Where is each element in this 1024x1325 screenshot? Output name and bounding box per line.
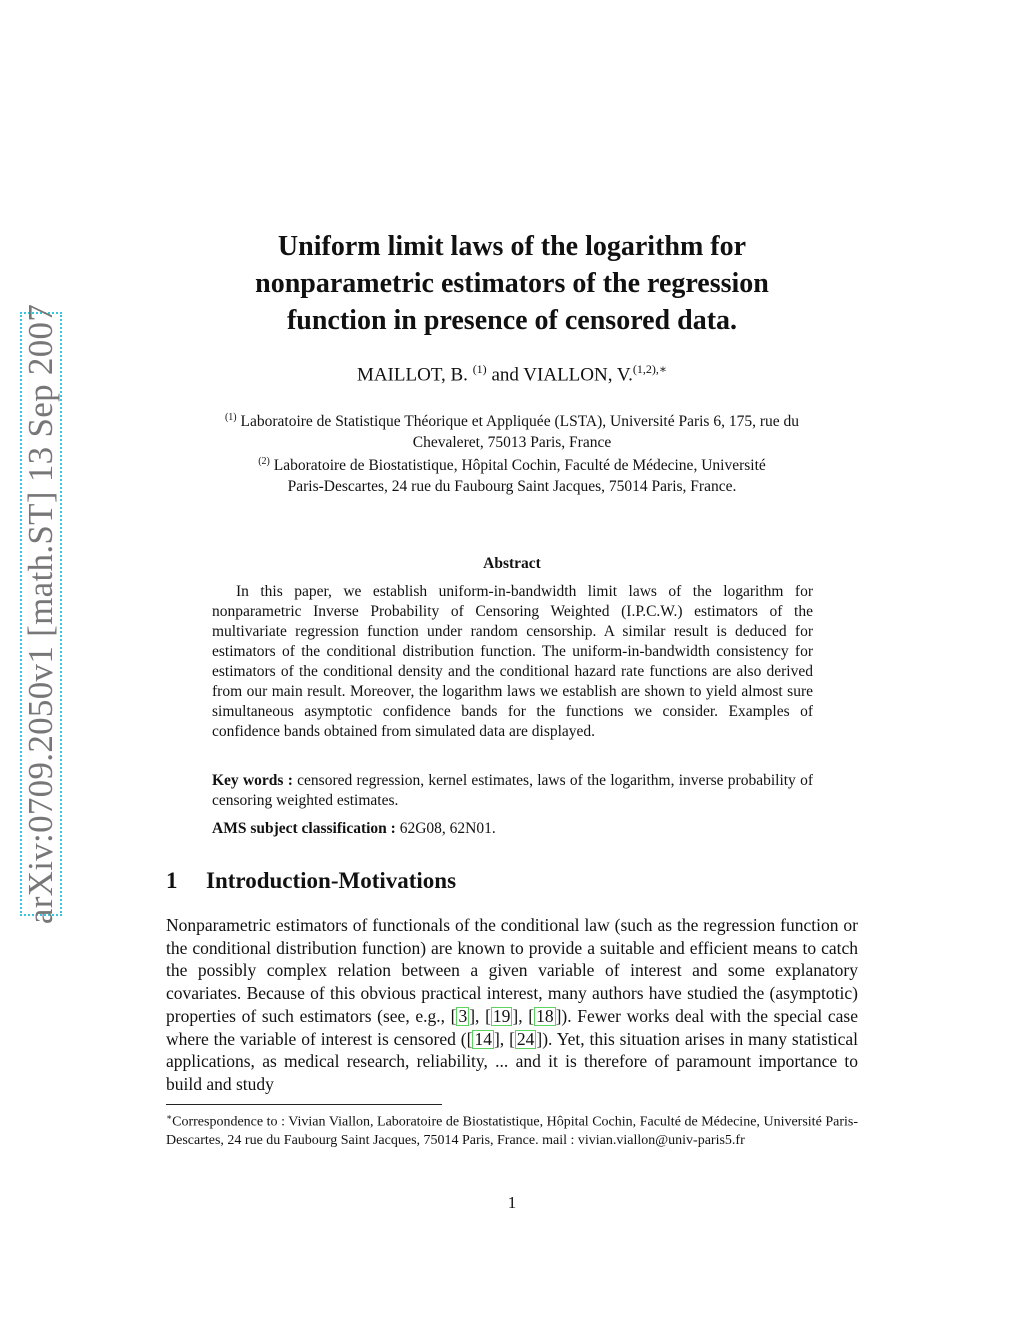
title-line: nonparametric estimators of the regression xyxy=(255,268,769,299)
author-list xyxy=(190,362,834,386)
citation-link[interactable]: 18 xyxy=(536,1005,554,1026)
footnote xyxy=(166,1108,858,1151)
affiliation-mark: (2) xyxy=(258,456,270,467)
author-name: MAILLOT, B. xyxy=(356,364,468,386)
intro-text: ], [ xyxy=(512,1005,535,1026)
page-number: 1 xyxy=(507,1193,517,1212)
intro-text: Nonparametric estimators of functionals of the conditional law (such as the regression function or the conditional distribution function) are known to provide a suitable and efficient means to catch the possibly complex relation between a given variable of interest and some explanatory covariates. Because of this obvious practical interest, many authors have studied the (asymptotic) properties of such estimators (see, e.g., [ xyxy=(166,915,858,1026)
affiliation-text: Paris-Descartes, 24 rue du Faubourg Saint Jacques, 75014 Paris, France. xyxy=(287,478,737,496)
author-name: VIALLON, V. xyxy=(523,364,633,386)
affiliation-1 xyxy=(166,407,858,453)
author-connector: and xyxy=(491,364,519,386)
affiliation-2 xyxy=(166,451,858,497)
citation-link[interactable]: 14 xyxy=(474,1028,492,1049)
title-line: Uniform limit laws of the logarithm for xyxy=(277,231,747,262)
section-number: 1 xyxy=(166,868,178,893)
intro-text: ], [ xyxy=(493,1028,515,1049)
ams-label: AMS subject classification : xyxy=(212,820,396,837)
keywords-label: Key words : xyxy=(212,772,293,789)
title-line: function in presence of censored data. xyxy=(286,305,738,336)
ams-classification xyxy=(212,819,813,839)
footnote-text: Correspondence to : Vivian Viallon, Laboratoire de Biostatistique, Hôpital Cochin, Faculté de Médecine, Université Paris-Descartes, 24 rue du Faubourg Saint Jacques, 75014 Paris, France. mail : vivian.viallon@univ-paris5.fr xyxy=(166,1114,858,1149)
footnote-rule xyxy=(166,1104,442,1105)
arxiv-identifier: arXiv:0709.2050v1 [math.ST] 13 Sep 2007 xyxy=(21,303,60,925)
keywords xyxy=(212,771,813,811)
abstract-heading: Abstract xyxy=(483,555,541,572)
affiliation-text: Chevaleret, 75013 Paris, France xyxy=(412,434,612,452)
affiliation-mark: (1) xyxy=(224,412,237,423)
intro-paragraph xyxy=(166,914,858,1096)
footnote-mark: ∗ xyxy=(166,1112,173,1122)
intro-text: ]). Fewer works deal with the special case where the variable of interest is censored ([ xyxy=(166,1005,858,1049)
intro-text: ]). Yet, this situation arises in many statistical applications, as medical research, reliability, ... and it is therefore of paramount importance to build and study xyxy=(166,1028,859,1094)
section-heading xyxy=(166,868,456,894)
intro-text: ], [ xyxy=(469,1005,491,1026)
paper-title xyxy=(190,228,834,339)
affiliation-marker: (1,2),∗ xyxy=(632,362,668,376)
citation-link[interactable]: 24 xyxy=(516,1028,535,1049)
citation-link[interactable]: 3 xyxy=(458,1005,468,1026)
affiliation-text: Laboratoire de Biostatistique, Hôpital Cochin, Faculté de Médecine, Université xyxy=(273,457,766,475)
abstract-body: In this paper, we establish uniform-in-bandwidth limit laws of the logarithm for nonparametric Inverse Probability of Censoring Weighted (I.P.C.W.) estimators of the multivariate regression function under random censorship. A similar result is deduced for estimators of the conditional distribution function. The uniform-in-bandwidth consistency for estimators of the conditional density and the conditional hazard rate functions are also derived from our main result. Moreover, the logarithm laws we establish are shown to yield almost sure simultaneous asymptotic confidence bands for the functions we consider. Examples of confidence bands obtained from simulated data are displayed. xyxy=(212,583,813,740)
section-title: Introduction-Motivations xyxy=(206,868,457,893)
citation-link[interactable]: 19 xyxy=(492,1005,511,1026)
ams-text: 62G08, 62N01. xyxy=(399,820,496,837)
keywords-text: censored regression, kernel estimates, laws of the logarithm, inverse probability of censoring weighted estimates. xyxy=(212,772,814,809)
affiliation-text: Laboratoire de Statistique Théorique et Appliquée (LSTA), Université Paris 6, 175, rue du xyxy=(240,413,800,431)
affiliation-marker: (1) xyxy=(472,362,487,376)
